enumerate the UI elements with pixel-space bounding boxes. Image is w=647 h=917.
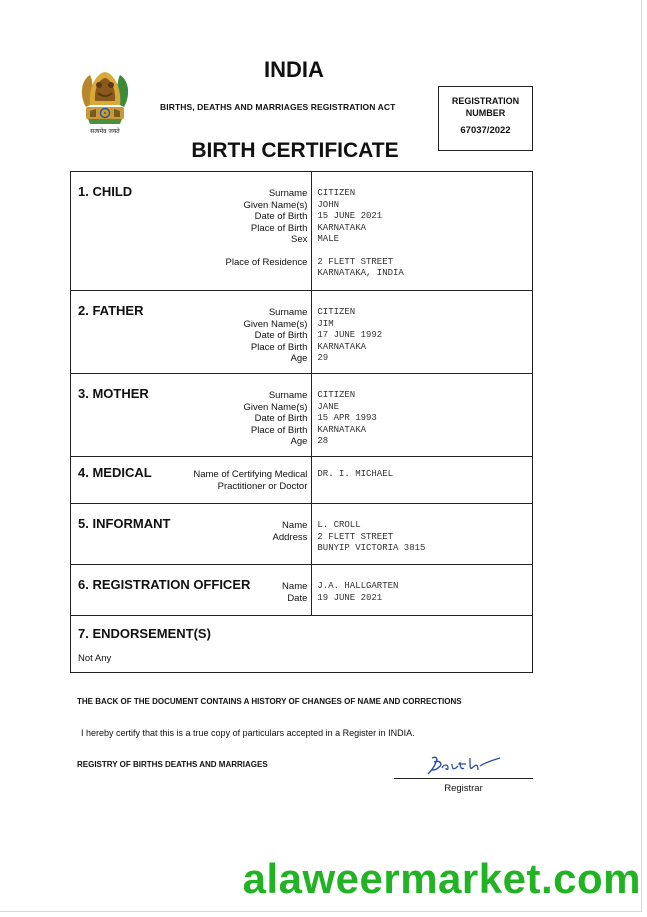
certification-statement: I hereby certify that this is a true copy of particulars accepted in a Register in INDIA. bbox=[81, 728, 415, 738]
section-title: 2. FATHER bbox=[78, 303, 144, 318]
section-registration-officer bbox=[71, 565, 533, 616]
section-endorsement bbox=[71, 616, 533, 673]
signature-line bbox=[394, 778, 533, 779]
field-values: J.A. HALLGARTEN 19 JUNE 2021 bbox=[317, 581, 399, 603]
registry-name: REGISTRY OF BIRTHS DEATHS AND MARRIAGES bbox=[77, 760, 268, 769]
field-values: DR. I. MICHAEL bbox=[317, 469, 394, 479]
field-labels: Name Address bbox=[272, 520, 308, 543]
field-labels: Surname Given Name(s) Date of Birth Place of Birth Sex Place of Residence bbox=[225, 188, 308, 268]
section-title: 3. MOTHER bbox=[78, 386, 149, 401]
registration-number: 67037/2022 bbox=[460, 125, 511, 136]
section-informant bbox=[71, 504, 533, 565]
field-labels: Surname Given Name(s) Date of Birth Place of Birth Age bbox=[243, 307, 308, 364]
registrar-signature bbox=[424, 752, 504, 778]
registrar-label: Registrar bbox=[444, 783, 483, 794]
act-subtitle: BIRTHS, DEATHS AND MARRIAGES REGISTRATION ACT bbox=[160, 102, 396, 112]
registration-label: REGISTRATION NUMBER bbox=[451, 96, 520, 118]
section-title: 7. ENDORSEMENT(S) bbox=[78, 626, 211, 641]
document-title: BIRTH CERTIFICATE bbox=[191, 139, 399, 162]
section-mother bbox=[71, 374, 533, 457]
field-values: CITIZEN JOHN 15 JUNE 2021 KARNATAKA MALE 2 FLETT STREET KARNATAKA, INDIA bbox=[317, 188, 404, 278]
registration-number-box bbox=[438, 86, 533, 151]
section-title: 4. MEDICAL bbox=[78, 465, 152, 480]
endorsement-value: Not Any bbox=[78, 653, 112, 664]
field-values: CITIZEN JANE 15 APR 1993 KARNATAKA 28 bbox=[317, 390, 377, 446]
field-labels: Surname Given Name(s) Date of Birth Place of Birth Age bbox=[243, 390, 308, 447]
watermark: alaweermarket.com bbox=[242, 855, 641, 902]
certificate-table bbox=[70, 171, 533, 673]
field-values: L. CROLL 2 FLETT STREET BUNYIP VICTORIA 3815 bbox=[317, 520, 426, 553]
section-medical bbox=[71, 457, 533, 504]
field-values: CITIZEN JIM 17 JUNE 1992 KARNATAKA 29 bbox=[317, 307, 383, 363]
country-title: INDIA bbox=[264, 57, 324, 82]
field-labels: Name of Certifying Medical Practitioner or Doctor bbox=[193, 469, 308, 492]
back-of-document-note: THE BACK OF THE DOCUMENT CONTAINS A HISTORY OF CHANGES OF NAME AND CORRECTIONS bbox=[77, 697, 462, 706]
section-title: 5. INFORMANT bbox=[78, 516, 171, 531]
section-title: 1. CHILD bbox=[78, 184, 133, 199]
section-title: 6. REGISTRATION OFFICER bbox=[78, 577, 251, 592]
section-father bbox=[71, 291, 533, 374]
emblem-motto: सत्यमेव जयते bbox=[90, 128, 120, 135]
field-labels: Name Date bbox=[282, 581, 308, 604]
section-child bbox=[71, 172, 533, 291]
